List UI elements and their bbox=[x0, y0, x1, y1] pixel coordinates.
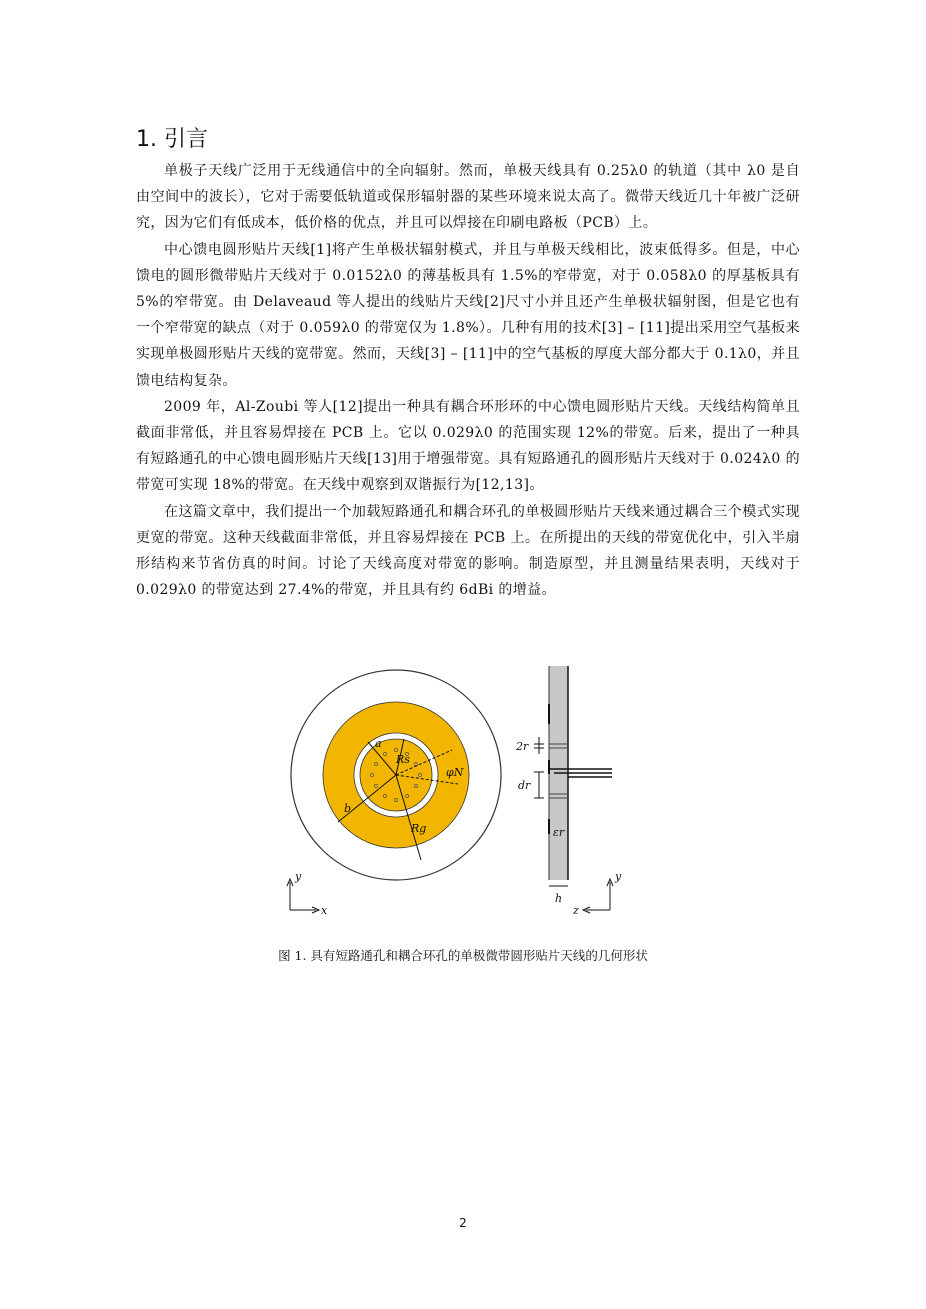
axis-y-side: y bbox=[615, 870, 622, 883]
label-h: h bbox=[555, 892, 563, 905]
paragraph: 2009 年，Al-Zoubi 等人[12]提出一种具有耦合环形环的中心馈电圆形贴片天线。天线结构简单且截面非常低，并且容易焊接在 PCB 上。它以 0.029λ0 的范围实现 12%的带宽。后来，提出了一种具有短路通孔的中心馈电圆形贴片天线[13]用于增强带宽。具有短路通孔的圆形贴片天线对于 0.024λ0 的带宽可实现 18%的带宽。在天线中观察到双谐振行为[12,13]。 bbox=[136, 398, 800, 494]
label-rs: Rs bbox=[396, 753, 410, 766]
section-heading: 1. 引言 bbox=[136, 127, 208, 152]
label-a: a bbox=[375, 737, 382, 750]
antenna-figure bbox=[276, 664, 636, 924]
paragraph: 在这篇文章中，我们提出一个加载短路通孔和耦合环孔的单极圆形贴片天线来通过耦合三个模式实现更宽的带宽。这种天线截面非常低，并且容易焊接在 PCB 上。在所提出的天线的带宽优化中，引入半扇形结构来节省仿真的时间。讨论了天线高度对带宽的影响。制造原型，并且测量结果表明，天线对于 0.029λ0 的带宽达到 27.4%的带宽，并且具有约 6dBi 的增益。 bbox=[136, 503, 800, 599]
label-dr: dr bbox=[518, 779, 531, 792]
label-rg: Rg bbox=[411, 822, 427, 835]
body-text bbox=[136, 158, 800, 603]
paragraph: 中心馈电圆形贴片天线[1]将产生单极状辐射模式，并且与单极天线相比，波束低得多。但是，中心馈电的圆形微带贴片天线对于 0.0152λ0 的薄基板具有 1.5%的窄带宽，对于 0.058λ0 的厚基板具有 5%的窄带宽。由 Delaveaud 等人提出的线贴片天线[2]尺寸小并且还产生单极状辐射图，但是它也有一个窄带宽的缺点（对于 0.059λ0 的带宽仅为 1.8%）。几种有用的技术[3] – [11]提出采用空气基板来实现单极圆形贴片天线的宽带宽。然而，天线[3] – [11]中的空气基板的厚度大部分都大于 0.1λ0，并且馈电结构复杂。 bbox=[136, 241, 800, 389]
axis-x-top: x bbox=[321, 904, 328, 917]
label-2r: 2r bbox=[516, 740, 529, 753]
axis-z-side: z bbox=[573, 904, 579, 917]
top-view-axes bbox=[287, 879, 319, 913]
side-view-axes bbox=[583, 879, 613, 913]
label-er: εr bbox=[553, 826, 565, 839]
axis-y-top: y bbox=[295, 870, 302, 883]
page-number: 2 bbox=[459, 1216, 467, 1230]
figure-caption: 图 1. 具有短路通孔和耦合环孔的单极微带圆形贴片天线的几何形状 bbox=[278, 948, 648, 963]
paragraph: 单极子天线广泛用于无线通信中的全向辐射。然而，单极天线具有 0.25λ0 的轨道（其中 λ0 是自由空间中的波长），它对于需要低轨道或保形辐射器的某些环境来说太高了。微带天线近几十年被广泛研究，因为它们有低成本，低价格的优点，并且可以焊接在印刷电路板（PCB）上。 bbox=[136, 163, 800, 232]
label-phi: φN bbox=[446, 766, 464, 779]
label-b: b bbox=[344, 802, 352, 815]
antenna-geometry-diagram bbox=[276, 664, 636, 924]
